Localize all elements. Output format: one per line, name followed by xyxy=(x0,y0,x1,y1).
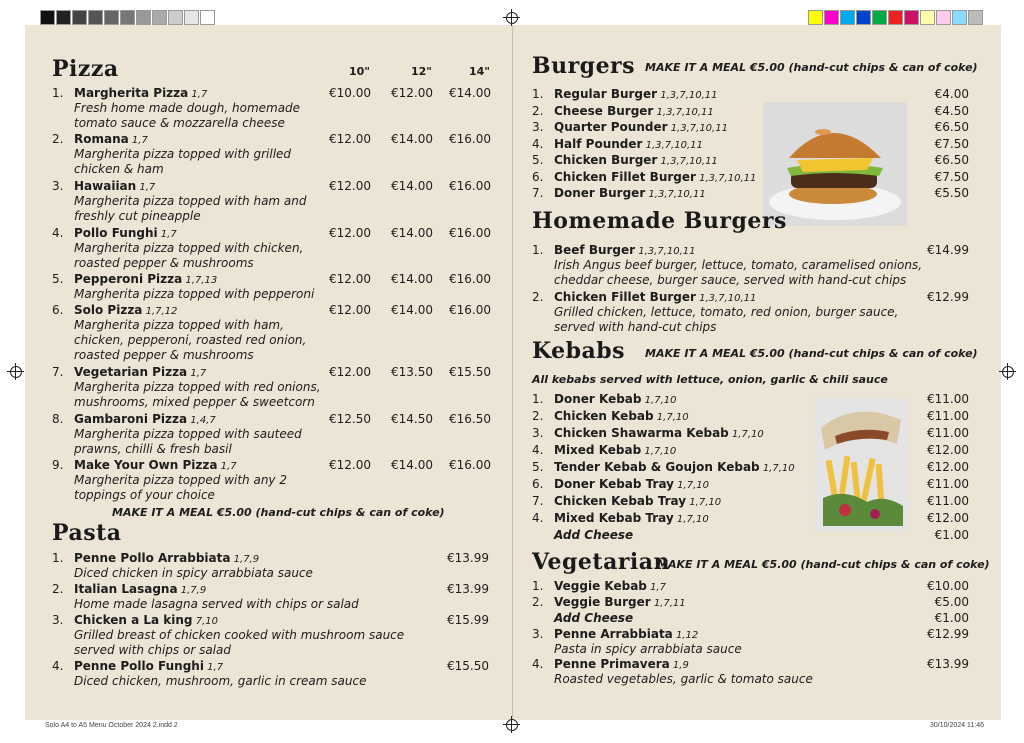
item-number: 2. xyxy=(532,595,544,609)
pizza-price: €12.00 xyxy=(329,179,371,193)
vegetarian-item xyxy=(532,657,912,673)
kebab-item xyxy=(532,511,812,527)
color-swatch xyxy=(840,10,855,25)
item-title xyxy=(52,86,312,102)
burger-item xyxy=(532,120,762,136)
item-number: 6. xyxy=(532,477,544,491)
center-fold xyxy=(512,25,513,720)
item-number: 5. xyxy=(532,460,544,474)
vegetarian-item xyxy=(532,579,912,595)
allergen-codes: 1,7 xyxy=(157,229,177,240)
homemade-price: €12.99 xyxy=(927,290,969,304)
size-header-12: 12" xyxy=(410,65,432,78)
item-name: Veggie Kebab xyxy=(554,579,647,593)
allergen-codes: 1,12 xyxy=(672,630,699,641)
item-number: 4. xyxy=(532,443,544,457)
item-number: 2. xyxy=(52,132,64,146)
allergen-codes: 1,7,9 xyxy=(230,554,260,565)
pasta-title: Pasta xyxy=(52,520,122,546)
item-name: Beef Burger xyxy=(554,243,636,257)
vegetarian-price: €12.99 xyxy=(927,627,969,641)
size-header-10: 10" xyxy=(348,65,370,78)
homemade-item xyxy=(532,243,892,259)
registration-mark-icon xyxy=(1002,366,1014,378)
pizza-price: €14.00 xyxy=(391,458,433,472)
grayscale-bar xyxy=(40,10,216,26)
registration-mark-icon xyxy=(506,719,518,731)
item-title xyxy=(52,551,382,567)
vegetarian-price: €10.00 xyxy=(927,579,969,593)
kebab-price: €11.00 xyxy=(927,409,969,423)
item-title xyxy=(52,226,312,242)
pizza-price: €12.00 xyxy=(329,458,371,472)
item-name: Chicken Fillet Burger xyxy=(554,290,696,304)
allergen-codes: 1,7,10 xyxy=(653,412,689,423)
allergen-codes: 1,7 xyxy=(136,182,156,193)
kebab-price: €11.00 xyxy=(927,477,969,491)
pizza-price: €12.00 xyxy=(329,132,371,146)
item-title xyxy=(532,443,812,459)
item-number: 5. xyxy=(52,272,64,286)
item-title xyxy=(532,137,762,153)
allergen-codes: 1,7,10 xyxy=(641,395,677,406)
pizza-description: Margherita pizza topped with chicken, roasted pepper & mushrooms xyxy=(74,241,304,270)
burger-item xyxy=(532,137,762,153)
item-title xyxy=(52,613,382,629)
allergen-codes: 1,3,7,10,11 xyxy=(642,139,703,151)
pasta-item xyxy=(52,582,382,598)
pizza-description: Fresh home made dough, homemade tomato sauce & mozzarella cheese xyxy=(74,101,301,130)
burger-price: €7.50 xyxy=(934,169,969,184)
item-name: Mixed Kebab Tray xyxy=(554,511,674,525)
item-number: 3. xyxy=(532,426,544,440)
item-title xyxy=(52,365,312,381)
pizza-item xyxy=(52,303,312,319)
item-title xyxy=(532,87,762,103)
pizza-price: €15.50 xyxy=(449,365,491,379)
pizza-price: €16.50 xyxy=(449,412,491,426)
item-number: 6. xyxy=(52,303,64,317)
pizza-price: €16.00 xyxy=(449,303,491,317)
item-name: Chicken Fillet Burger xyxy=(554,169,696,184)
color-swatch xyxy=(952,10,967,25)
item-name: Half Pounder xyxy=(554,136,643,151)
allergen-codes: 1,7,9 xyxy=(177,585,207,596)
item-number: 4. xyxy=(532,136,544,151)
allergen-codes: 1,7,10 xyxy=(674,480,709,491)
pizza-item xyxy=(52,458,312,474)
allergen-codes: 1,7,10 xyxy=(641,446,677,457)
item-title xyxy=(532,460,812,476)
item-number: 1. xyxy=(532,579,544,593)
item-number: 9. xyxy=(52,458,64,472)
print-slug-left: Solo A4 to A5 Menu October 2024 2.indd 2 xyxy=(45,722,178,729)
pizza-item xyxy=(52,132,312,148)
item-name: Doner Kebab xyxy=(554,392,642,406)
allergen-codes: 1,7,10 xyxy=(728,429,764,440)
allergen-codes: 1,7,10 xyxy=(686,497,722,508)
homemade-description: Grilled chicken, lettuce, tomato, red onion, burger sauce, served with hand-cut chips xyxy=(554,305,899,334)
kebabs-title: Kebabs xyxy=(532,338,626,364)
item-name: Gambaroni Pizza xyxy=(74,412,188,426)
item-name: Romana xyxy=(74,132,129,146)
pizza-price: €14.00 xyxy=(391,179,433,193)
item-name: Penne Primavera xyxy=(554,657,670,671)
vegetarian-price: €5.00 xyxy=(934,595,969,609)
allergen-codes: 1,3,7,10,11 xyxy=(645,189,706,200)
allergen-codes: 1,3,7,10,11 xyxy=(657,156,718,167)
pizza-price: €14.00 xyxy=(391,303,433,317)
homemade-description: Irish Angus beef burger, lettuce, tomato, caramelised onions, cheddar cheese, burger sauce, served with hand-cut chips xyxy=(554,258,923,287)
allergen-codes: 1,7,12 xyxy=(142,306,178,317)
vegetarian-item xyxy=(532,627,912,643)
burger-item xyxy=(532,186,762,202)
item-name: Solo Pizza xyxy=(74,303,143,317)
color-swatch xyxy=(936,10,951,25)
pizza-price: €14.00 xyxy=(449,86,491,100)
allergen-codes: 1,7,10 xyxy=(759,463,795,474)
allergen-codes: 1,7,13 xyxy=(182,275,218,286)
add-cheese: Add Cheese xyxy=(554,528,634,542)
pasta-item xyxy=(52,659,382,675)
allergen-codes: 1,7,10 xyxy=(673,514,709,525)
pizza-price: €12.00 xyxy=(391,86,433,100)
burger-price: €6.50 xyxy=(934,153,969,167)
pizza-item xyxy=(52,86,312,102)
item-number: 4. xyxy=(532,657,544,671)
item-name: Vegetarian Pizza xyxy=(74,365,188,379)
pizza-description: Margherita pizza topped with ham, chicken, pepperoni, roasted red onion, roasted pepper & mushrooms xyxy=(74,318,307,362)
item-title xyxy=(52,303,312,319)
homemade-item xyxy=(532,290,892,306)
item-title xyxy=(532,290,892,306)
burgers-meal-offer: MAKE IT A MEAL €5.00 (hand-cut chips & can of coke) xyxy=(645,61,978,74)
pasta-price: €15.99 xyxy=(447,613,489,627)
item-name: Margherita Pizza xyxy=(74,86,189,100)
item-number: 4. xyxy=(532,511,544,525)
color-swatch xyxy=(920,10,935,25)
item-title xyxy=(532,579,912,595)
allergen-codes: 1,3,7,10,11 xyxy=(657,90,718,101)
burger-item xyxy=(532,153,762,169)
pasta-price: €13.99 xyxy=(447,582,489,596)
item-number: 3. xyxy=(532,627,544,641)
item-title xyxy=(52,458,312,474)
item-title xyxy=(532,627,912,643)
allergen-codes: 1,7 xyxy=(187,368,207,379)
color-swatch xyxy=(856,10,871,25)
item-title xyxy=(532,186,762,202)
item-number: 1. xyxy=(532,243,544,257)
allergen-codes: 7,10 xyxy=(192,616,218,627)
kebab-item xyxy=(532,443,812,459)
pizza-price: €16.00 xyxy=(449,272,491,286)
pizza-meal-offer: MAKE IT A MEAL €5.00 (hand-cut chips & can of coke) xyxy=(112,506,445,519)
vegetarian-description: Roasted vegetables, garlic & tomato sauce xyxy=(554,672,813,686)
kebab-item xyxy=(532,494,812,510)
item-name: Doner Burger xyxy=(554,186,646,200)
item-name: Chicken a La king xyxy=(74,613,193,627)
pizza-price: €12.00 xyxy=(329,365,371,379)
item-name: Cheese Burger xyxy=(554,103,654,118)
pizza-price: €16.00 xyxy=(449,226,491,240)
color-swatch xyxy=(808,10,823,25)
item-number: 2. xyxy=(52,582,64,596)
item-name: Penne Pollo Arrabbiata xyxy=(74,551,231,565)
item-name: Italian Lasagna xyxy=(74,582,178,596)
kebab-price: €12.00 xyxy=(927,443,969,457)
kebab-price: €12.00 xyxy=(927,511,969,525)
kebabs-note: All kebabs served with lettuce, onion, garlic & chili sauce xyxy=(532,373,888,386)
item-number: 3. xyxy=(532,120,544,134)
vegetarian-description: Pasta in spicy arrabbiata sauce xyxy=(554,642,742,656)
item-title xyxy=(532,511,812,527)
kebab-item xyxy=(532,426,812,442)
item-number: 2. xyxy=(532,103,544,118)
burger-item xyxy=(532,104,762,120)
pizza-description: Margherita pizza topped with any 2 toppings of your choice xyxy=(74,473,287,502)
pizza-item xyxy=(52,272,312,288)
kebab-item xyxy=(532,409,812,425)
allergen-codes: 1,4,7 xyxy=(187,415,216,426)
item-name: Chicken Kebab Tray xyxy=(554,494,687,508)
item-name: Quarter Pounder xyxy=(554,120,668,134)
color-swatch xyxy=(888,10,903,25)
item-name: Chicken Shawarma Kebab xyxy=(554,426,729,440)
item-number: 1. xyxy=(532,392,544,406)
item-title xyxy=(532,120,762,136)
color-swatch xyxy=(968,10,983,25)
pizza-title: Pizza xyxy=(52,56,119,82)
item-number: 1. xyxy=(532,87,544,101)
item-number: 7. xyxy=(532,494,544,508)
pizza-price: €12.00 xyxy=(329,272,371,286)
pasta-price: €13.99 xyxy=(447,551,489,565)
kebabs-meal-offer: MAKE IT A MEAL €5.00 (hand-cut chips & can of coke) xyxy=(645,347,978,360)
allergen-codes: 1,7 xyxy=(203,662,224,673)
pizza-description: Margherita pizza topped with red onions, mushrooms, mixed pepper & sweetcorn xyxy=(74,380,321,409)
item-number: 4. xyxy=(52,659,64,673)
vegetarian-title: Vegetarian xyxy=(532,549,671,575)
allergen-codes: 1,9 xyxy=(669,660,689,671)
burger-price: €4.00 xyxy=(934,87,969,101)
item-name: Tender Kebab & Goujon Kebab xyxy=(554,460,760,474)
registration-mark-icon xyxy=(10,366,22,378)
item-number: 3. xyxy=(52,179,64,193)
allergen-codes: 1,3,7,10,11 xyxy=(653,106,714,118)
pizza-price: €14.50 xyxy=(391,412,433,426)
kebab-price: €12.00 xyxy=(927,460,969,474)
pizza-price: €16.00 xyxy=(449,179,491,193)
pasta-price: €15.50 xyxy=(447,659,489,673)
item-number: 6. xyxy=(532,169,544,184)
item-name: Chicken Kebab xyxy=(554,409,654,423)
item-number: 2. xyxy=(532,290,544,304)
item-name: Mixed Kebab xyxy=(554,443,642,457)
kebab-price: €11.00 xyxy=(927,426,969,440)
item-number: 7. xyxy=(532,186,544,200)
item-title xyxy=(532,426,812,442)
item-title xyxy=(52,179,312,195)
item-number: 1. xyxy=(52,551,64,565)
item-title xyxy=(52,582,382,598)
registration-mark-icon xyxy=(506,12,518,24)
pizza-price: €12.50 xyxy=(329,412,371,426)
pasta-description: Diced chicken, mushroom, garlic in cream sauce xyxy=(74,674,367,688)
pizza-description: Margherita pizza topped with grilled chicken & ham xyxy=(74,147,292,176)
item-title xyxy=(52,659,382,675)
allergen-codes: 1,3,7,10,11 xyxy=(635,246,696,257)
allergen-codes: 1,7,11 xyxy=(650,598,686,609)
item-name: Penne Pollo Funghi xyxy=(74,659,204,673)
item-number: 1. xyxy=(52,86,64,100)
kebab-price: €11.00 xyxy=(927,392,969,406)
allergen-codes: 1,3,7,10,11 xyxy=(667,123,728,134)
homemade-burgers-title: Homemade Burgers xyxy=(532,208,787,234)
item-title xyxy=(532,170,762,186)
item-name: Pollo Funghi xyxy=(74,226,158,240)
homemade-price: €14.99 xyxy=(927,243,969,257)
color-swatch xyxy=(904,10,919,25)
pizza-item xyxy=(52,179,312,195)
pizza-price: €13.50 xyxy=(391,365,433,379)
item-number: 3. xyxy=(52,613,64,627)
item-title xyxy=(532,494,812,510)
pizza-price: €14.00 xyxy=(391,226,433,240)
item-name: Veggie Burger xyxy=(554,595,651,609)
item-name: Penne Arrabbiata xyxy=(554,627,673,641)
burger-price: €7.50 xyxy=(934,136,969,151)
item-name: Make Your Own Pizza xyxy=(74,458,218,472)
burger-price: €6.50 xyxy=(934,120,969,134)
allergen-codes: 1,7 xyxy=(128,135,148,146)
item-title xyxy=(532,104,762,120)
vegetarian-meal-offer: MAKE IT A MEAL €5.00 (hand-cut chips & can of coke) xyxy=(657,558,990,571)
item-name: Chicken Burger xyxy=(554,153,658,167)
pizza-price: €16.00 xyxy=(449,132,491,146)
color-swatch xyxy=(872,10,887,25)
add-cheese-price: €1.00 xyxy=(934,528,969,542)
item-title xyxy=(532,243,892,259)
item-title xyxy=(52,412,312,428)
allergen-codes: 1,7 xyxy=(646,582,666,593)
pasta-description: Grilled breast of chicken cooked with mushroom sauce served with chips or salad xyxy=(74,628,405,657)
burger-price: €4.50 xyxy=(934,103,969,118)
burgers-title: Burgers xyxy=(532,53,636,79)
kebab-price: €11.00 xyxy=(927,494,969,508)
item-title xyxy=(532,477,812,493)
pasta-description: Diced chicken in spicy arrabbiata sauce xyxy=(74,566,313,580)
pasta-item xyxy=(52,551,382,567)
pasta-description: Home made lasagna served with chips or salad xyxy=(74,597,359,611)
item-title xyxy=(532,595,912,611)
item-title xyxy=(532,153,762,169)
item-number: 7. xyxy=(52,365,64,379)
print-slug-right: 30/10/2024 11:46 xyxy=(930,722,984,729)
allergen-codes: 1,3,7,10,11 xyxy=(695,172,757,184)
pizza-price: €14.00 xyxy=(391,272,433,286)
pizza-price: €14.00 xyxy=(391,132,433,146)
pizza-item xyxy=(52,365,312,381)
item-number: 8. xyxy=(52,412,64,426)
item-name: Doner Kebab Tray xyxy=(554,477,674,491)
burger-item xyxy=(532,87,762,103)
allergen-codes: 1,7 xyxy=(217,461,237,472)
burger-price: €5.50 xyxy=(934,186,969,200)
kebab-item xyxy=(532,477,812,493)
item-number: 2. xyxy=(532,409,544,423)
size-header-14: 14" xyxy=(468,65,490,78)
item-name: Regular Burger xyxy=(554,87,658,101)
pizza-price: €16.00 xyxy=(449,458,491,472)
kebab-item xyxy=(532,392,812,408)
item-number: 5. xyxy=(532,153,544,167)
item-title xyxy=(532,409,812,425)
item-title xyxy=(532,657,912,673)
vegetarian-add-cheese: Add Cheese xyxy=(554,611,634,625)
item-title xyxy=(52,132,312,148)
pizza-price: €12.00 xyxy=(329,303,371,317)
kebab-photo xyxy=(815,398,908,531)
color-swatch xyxy=(824,10,839,25)
item-number: 4. xyxy=(52,226,64,240)
burger-item xyxy=(532,170,762,186)
color-bar xyxy=(808,10,984,26)
pizza-item xyxy=(52,226,312,242)
vegetarian-price: €13.99 xyxy=(927,657,969,671)
pizza-item xyxy=(52,412,312,428)
item-name: Hawaiian xyxy=(74,179,137,193)
allergen-codes: 1,3,7,10,11 xyxy=(695,293,757,304)
item-title xyxy=(532,392,812,408)
pasta-item xyxy=(52,613,382,629)
item-title xyxy=(52,272,312,288)
allergen-codes: 1,7 xyxy=(188,89,208,100)
item-name: Pepperoni Pizza xyxy=(74,272,183,286)
vegetarian-price: €1.00 xyxy=(934,611,969,625)
pizza-description: Margherita pizza topped with ham and freshly cut pineapple xyxy=(74,194,307,223)
vegetarian-item xyxy=(532,595,912,611)
pizza-description: Margherita pizza topped with pepperoni xyxy=(74,287,315,301)
pizza-price: €10.00 xyxy=(329,86,371,100)
kebab-item xyxy=(532,460,812,476)
pizza-price: €12.00 xyxy=(329,226,371,240)
pizza-description: Margherita pizza topped with sauteed prawns, chilli & fresh basil xyxy=(74,427,302,456)
